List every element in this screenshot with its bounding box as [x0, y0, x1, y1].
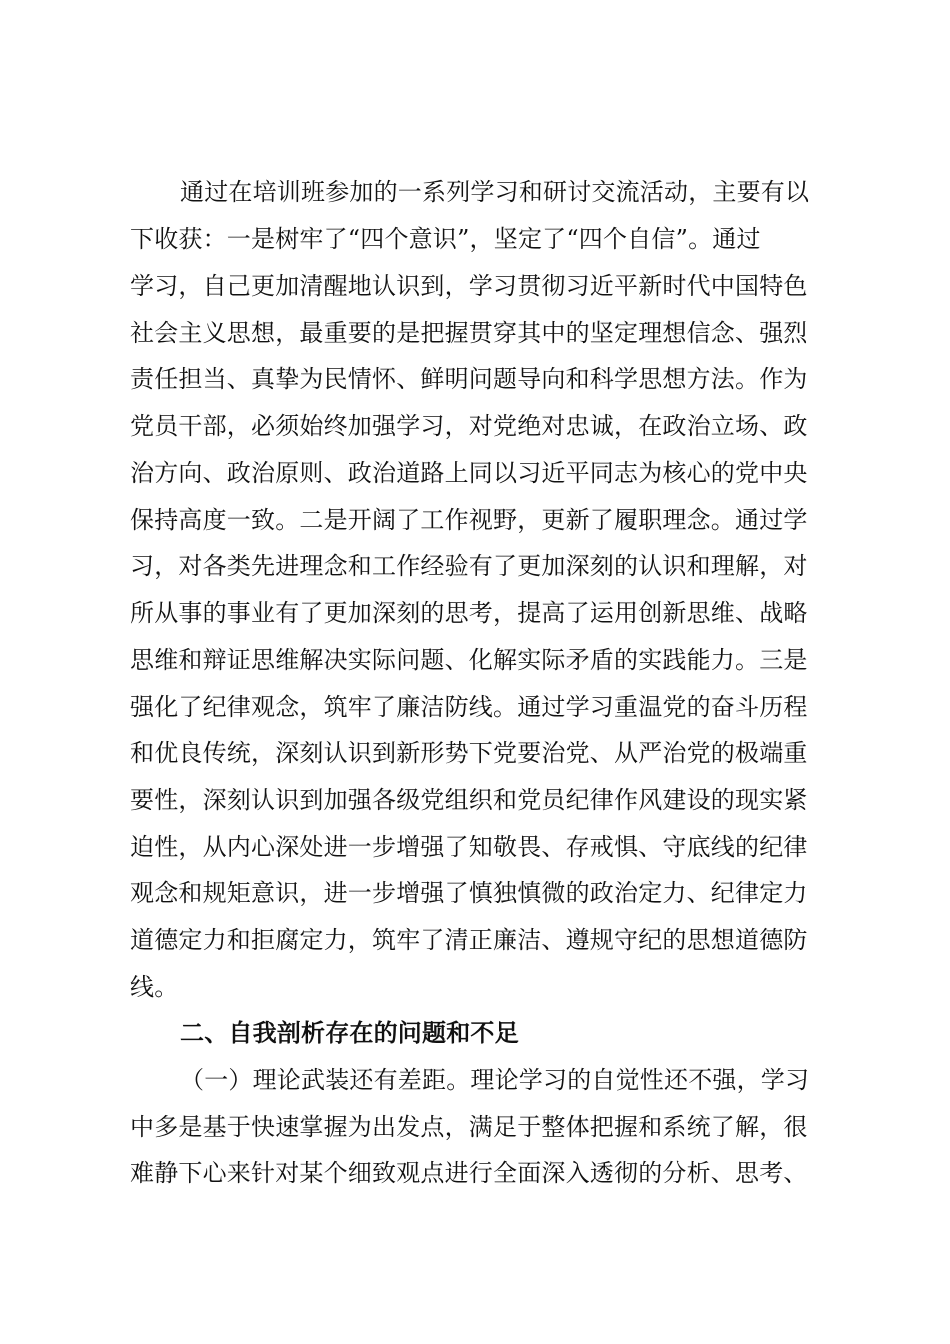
paragraph-line: 习，对各类先进理念和工作经验有了更加深刻的认识和理解，对	[130, 552, 808, 580]
paragraph-line: 线。	[130, 973, 179, 1001]
paragraph-line: 要性，深刻认识到加强各级党组织和党员纪律作风建设的现实紧	[130, 786, 808, 814]
paragraph-line: 通过在培训班参加的一系列学习和研讨交流活动，主要有以	[180, 178, 810, 206]
paragraph-line: 学习，自己更加清醒地认识到，学习贯彻习近平新时代中国特色	[130, 272, 808, 300]
paragraph-line: 迫性，从内心深处进一步增强了知敬畏、存戒惧、守底线的纪律	[130, 833, 808, 861]
paragraph-line: 治方向、政治原则、政治道路上同以习近平同志为核心的党中央	[130, 459, 808, 487]
paragraph-line: 保持高度一致。二是开阔了工作视野，更新了履职理念。通过学	[130, 506, 808, 534]
paragraph-line: 所从事的事业有了更加深刻的思考，提高了运用创新思维、战略	[130, 599, 808, 627]
section-heading: 二、自我剖析存在的问题和不足	[180, 1019, 519, 1047]
paragraph-line: （一）理论武装还有差距。理论学习的自觉性还不强，学习	[180, 1066, 810, 1094]
paragraph-line: 社会主义思想，最重要的是把握贯穿其中的坚定理想信念、强烈	[130, 319, 808, 347]
paragraph-line: 观念和规矩意识，进一步增强了慎独慎微的政治定力、纪律定力	[130, 879, 808, 907]
paragraph-line: 中多是基于快速掌握为出发点，满足于整体把握和系统了解，很	[130, 1113, 808, 1141]
paragraph-line: 党员干部，必须始终加强学习，对党绝对忠诚，在政治立场、政	[130, 412, 808, 440]
paragraph-line: 强化了纪律观念，筑牢了廉洁防线。通过学习重温党的奋斗历程	[130, 693, 808, 721]
paragraph-line: 思维和辩证思维解决实际问题、化解实际矛盾的实践能力。三是	[130, 646, 808, 674]
paragraph-line: 责任担当、真挚为民情怀、鲜明问题导向和科学思想方法。作为	[130, 365, 808, 393]
paragraph-line: 道德定力和拒腐定力，筑牢了清正廉洁、遵规守纪的思想道德防	[130, 926, 808, 954]
paragraph-line: 下收获：一是树牢了“四个意识”，坚定了“四个自信”。通过	[130, 225, 761, 253]
paragraph-line: 和优良传统，深刻认识到新形势下党要治党、从严治党的极端重	[130, 739, 808, 767]
paragraph-line: 难静下心来针对某个细致观点进行全面深入透彻的分析、思考、	[130, 1159, 808, 1187]
